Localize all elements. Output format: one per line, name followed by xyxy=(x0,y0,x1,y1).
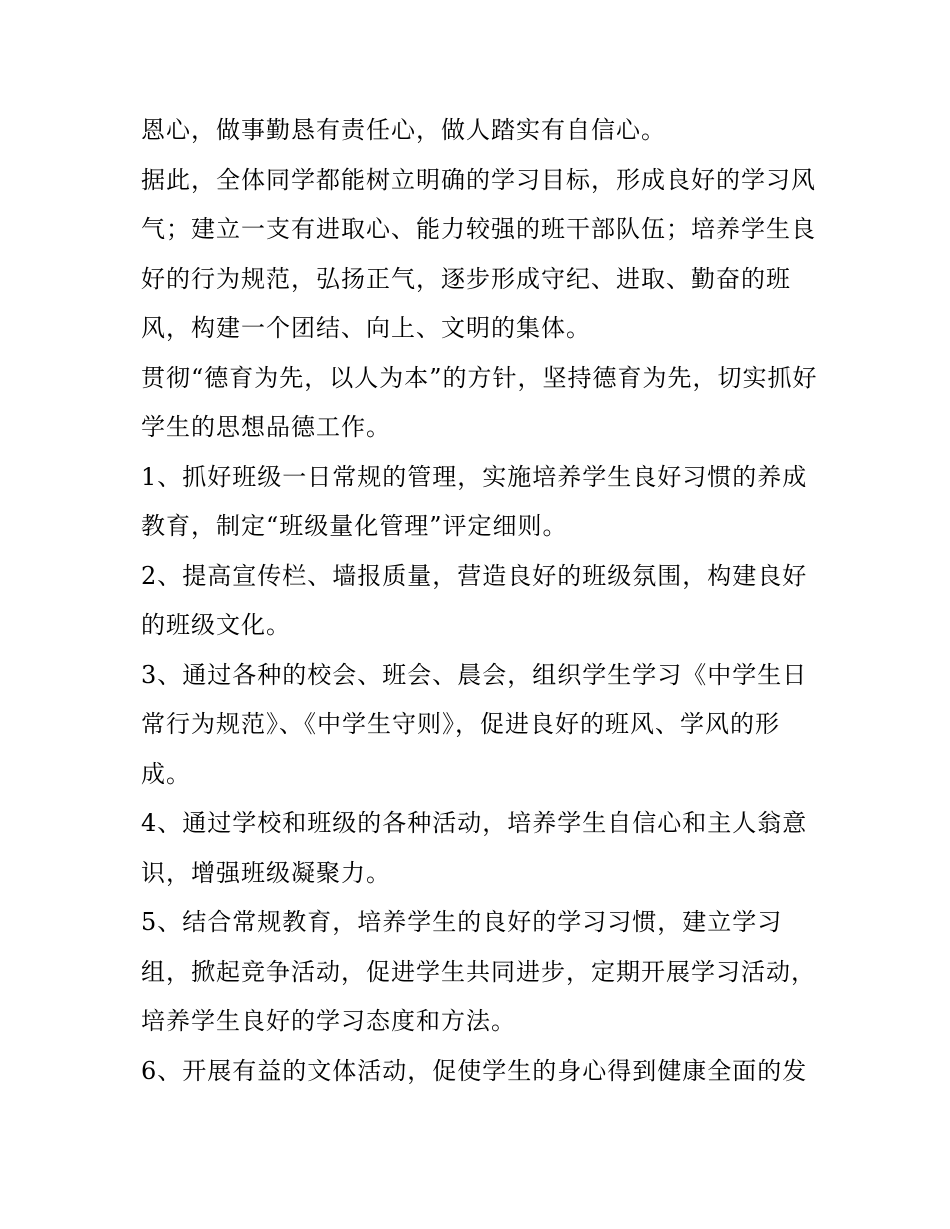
text-line: 6、开展有益的文体活动，促使学生的身心得到健康全面的发 xyxy=(141,1056,808,1085)
text-line: 3、通过各种的校会、班会、晨会，组织学生学习《中学生日 xyxy=(141,660,808,689)
text-line: 恩心，做事勤恳有责任心，做人踏实有自信心。 xyxy=(141,116,666,144)
text-line: 识，增强班级凝聚力。 xyxy=(141,858,391,887)
text-line: 的班级文化。 xyxy=(141,611,291,639)
text-line: 成。 xyxy=(141,759,191,788)
text-line: 据此，全体同学都能树立明确的学习目标，形成良好的学习风 xyxy=(141,165,816,194)
text-line: 2、提高宣传栏、墙报质量，营造良好的班级氛围，构建良好 xyxy=(141,561,808,590)
list-item-1 xyxy=(141,453,821,552)
text-line: 风，构建一个团结、向上、文明的集体。 xyxy=(141,314,591,342)
text-line: 常行为规范》、《中学生守则》，促进良好的班风、学风的形 xyxy=(141,710,780,738)
list-item-4 xyxy=(141,799,821,898)
document-body xyxy=(141,106,821,1096)
paragraph-gratitude-continuation xyxy=(141,106,821,156)
text-line: 教育，制定“班级量化管理”评定细则。 xyxy=(141,512,568,540)
text-line: 5、结合常规教育，培养学生的良好的学习习惯，建立学习 xyxy=(141,908,783,936)
text-line: 4、通过学校和班级的各种活动，培养学生自信心和主人翁意 xyxy=(141,809,808,837)
paragraph-goals xyxy=(141,156,821,354)
text-line: 1、抓好班级一日常规的管理，实施培养学生良好习惯的养成 xyxy=(141,462,808,491)
text-line: 学生的思想品德工作。 xyxy=(141,413,391,441)
paragraph-moral-education xyxy=(141,354,821,453)
text-line: 培养学生良好的学习态度和方法。 xyxy=(141,1007,516,1035)
list-item-5 xyxy=(141,898,821,1047)
text-line: 组，掀起竞争活动，促进学生共同进步，定期开展学习活动， xyxy=(141,957,816,986)
text-line: 气；建立一支有进取心、能力较强的班干部队伍；培养学生良 xyxy=(141,215,816,243)
list-item-6 xyxy=(141,1047,821,1097)
text-line: 贯彻“德育为先，以人为本”的方针，坚持德育为先，切实抓好 xyxy=(141,363,818,392)
list-item-2 xyxy=(141,552,821,651)
list-item-3 xyxy=(141,651,821,800)
text-line: 好的行为规范，弘扬正气，逐步形成守纪、进取、勤奋的班 xyxy=(141,264,791,293)
